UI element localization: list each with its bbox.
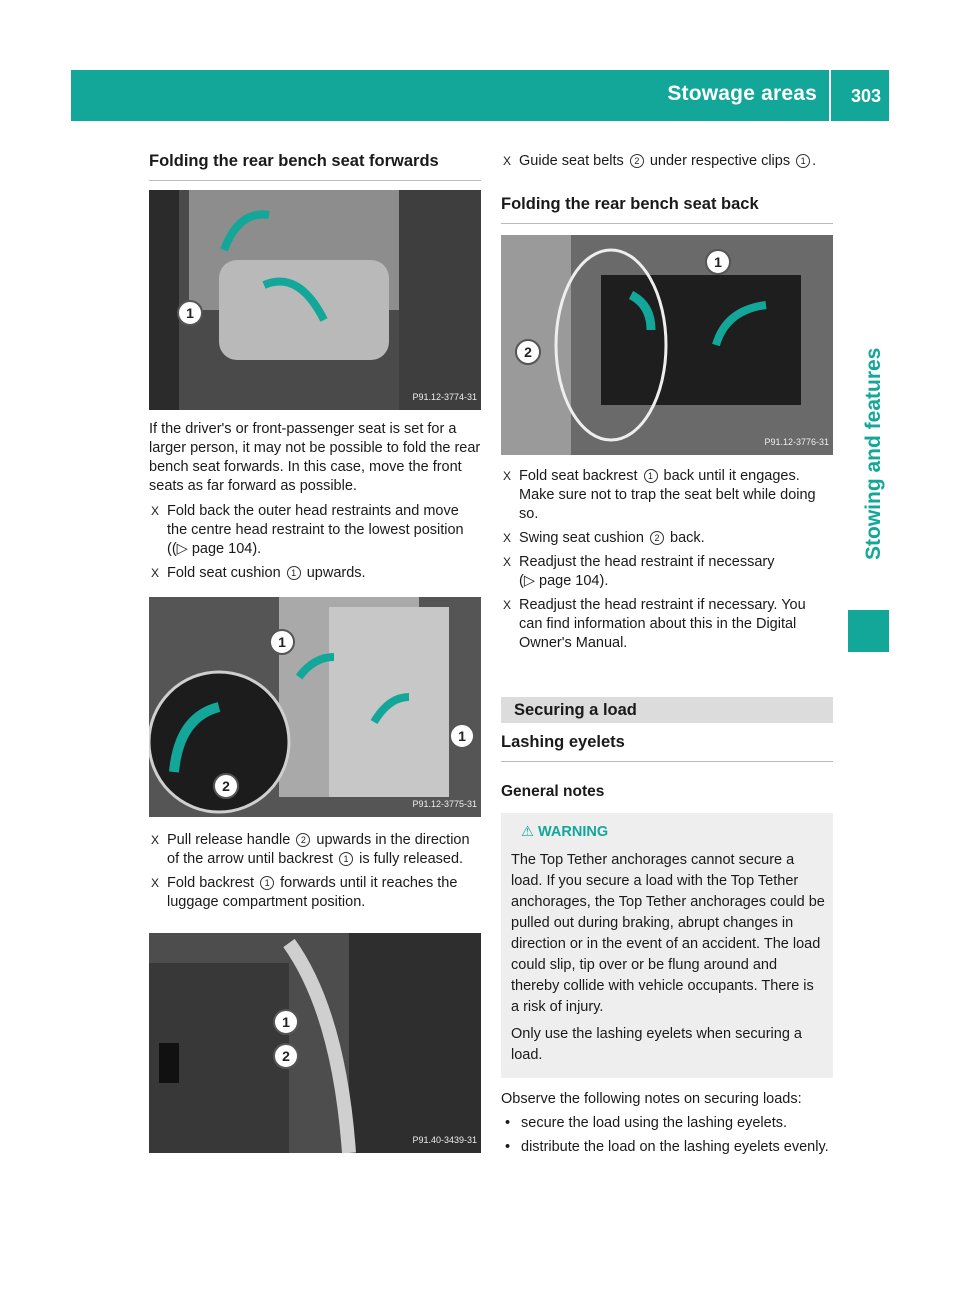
- step-arrow-icon: X: [151, 566, 160, 580]
- step-arrow-icon: X: [151, 504, 160, 518]
- step-fold-cushion: X Fold seat cushion 1 upwards.: [151, 565, 366, 581]
- release-handle-illustration: [149, 597, 481, 817]
- figure-seat-belts: [149, 933, 481, 1153]
- step-readjust-2: X Readjust the head restraint if necessary. You can find information about this in the Digital Owner's Manual.: [503, 597, 806, 651]
- figure-code: P91.12-3775-31: [412, 799, 477, 809]
- ref-arrow-icon: (▷: [519, 573, 540, 589]
- figure-release-handle: [149, 597, 481, 817]
- right-column: [501, 152, 833, 1157]
- observe-paragraph: Observe the following notes on securing loads:: [501, 1091, 802, 1107]
- side-tab-label: Stowing and features: [862, 347, 885, 560]
- callout-2: 2: [273, 1043, 299, 1069]
- list-item: • distribute the load on the lashing eyelets evenly.: [501, 1138, 833, 1157]
- step-fold-backrest: X Fold backrest 1 forwards until it reaches the luggage compartment position.: [151, 875, 458, 910]
- list-item: • secure the load using the lashing eyelets.: [501, 1114, 833, 1133]
- step-arrow-icon: X: [503, 469, 512, 483]
- ref-arrow-icon: (▷: [171, 541, 192, 557]
- number-1-icon: 1: [796, 154, 810, 168]
- figure-fold-back: [501, 235, 833, 455]
- figure-seat-cushion: [149, 190, 481, 410]
- step-guide-belts: X Guide seat belts 2 under respective clips 1 .: [503, 153, 817, 169]
- number-1-icon: 1: [260, 876, 274, 890]
- warning-text-2: Only use the lashing eyelets when securing a load.: [511, 1026, 802, 1063]
- number-2-icon: 2: [650, 531, 664, 545]
- callout-1: 1: [273, 1009, 299, 1035]
- intro-paragraph: If the driver's or front-passenger seat is set for a larger person, it may not be possible to fold the rear bench seat forwards. In this case, move the front seats as far forward as possible.: [149, 421, 481, 494]
- step-swing-cushion: X Swing seat cushion 2 back.: [503, 530, 705, 546]
- fold-back-illustration: [501, 235, 833, 455]
- page-reference[interactable]: page 104).: [191, 541, 262, 557]
- figure-code: P91.12-3776-31: [764, 437, 829, 447]
- step-arrow-icon: X: [503, 598, 512, 612]
- step-arrow-icon: X: [151, 833, 160, 847]
- number-1-icon: 1: [339, 852, 353, 866]
- heading-fold-back: Folding the rear bench seat back: [501, 195, 833, 224]
- section-title: Stowage areas: [667, 82, 817, 105]
- number-1-icon: 1: [644, 469, 658, 483]
- seat-cushion-illustration: [149, 190, 481, 410]
- step-release-handle: X Pull release handle 2 upwards in the direction of the arrow until backrest 1 is fully released.: [151, 832, 470, 867]
- step-arrow-icon: X: [503, 154, 512, 168]
- number-1-icon: 1: [287, 566, 301, 580]
- seat-belts-illustration: [149, 933, 481, 1153]
- callout-1: 1: [177, 300, 203, 326]
- figure-code: P91.12-3774-31: [412, 392, 477, 402]
- header-separator: [829, 70, 831, 121]
- callout-1: 1: [705, 249, 731, 275]
- callout-2: 2: [515, 339, 541, 365]
- step-arrow-icon: X: [151, 876, 160, 890]
- step-head-restraints: X Fold back the outer head restraints and move the centre head restraint to the lowest position ((▷ page 104).: [151, 503, 464, 557]
- page-reference[interactable]: page 104).: [539, 573, 609, 589]
- heading-general-notes: General notes: [501, 783, 605, 800]
- section-securing-load: Securing a load: [501, 697, 833, 723]
- heading-fold-forwards: Folding the rear bench seat forwards: [149, 152, 481, 181]
- side-tab-marker: [848, 610, 889, 652]
- number-2-icon: 2: [296, 833, 310, 847]
- callout-1: 1: [449, 723, 475, 749]
- header-bar: [71, 70, 889, 121]
- step-arrow-icon: X: [503, 531, 512, 545]
- callout-1: 1: [269, 629, 295, 655]
- figure-code: P91.40-3439-31: [412, 1135, 477, 1145]
- warning-text: The Top Tether anchorages cannot secure a load. If you secure a load with the Top Tether anchorages, the Top Tether anchorages could be pulled out during braking, abrupt changes in direction or in the event of an accident. The load could slip, tip over or be flung around and thereby collide with vehicle occupants. There is a risk of injury.: [511, 852, 825, 1015]
- page-number: 303: [850, 86, 881, 106]
- step-arrow-icon: X: [503, 555, 512, 569]
- warning-title: WARNING: [538, 824, 609, 840]
- left-column: [149, 152, 481, 1153]
- heading-lashing-eyelets: Lashing eyelets: [501, 733, 833, 762]
- warning-box: [501, 813, 833, 1078]
- step-fold-backrest-back: X Fold seat backrest 1 back until it engages. Make sure not to trap the seat belt while doing so.: [503, 468, 816, 522]
- step-readjust-1: X Readjust the head restraint if necessary (▷ page 104).: [503, 554, 775, 589]
- warning-triangle-icon: ⚠: [521, 824, 534, 840]
- callout-2: 2: [213, 773, 239, 799]
- number-2-icon: 2: [630, 154, 644, 168]
